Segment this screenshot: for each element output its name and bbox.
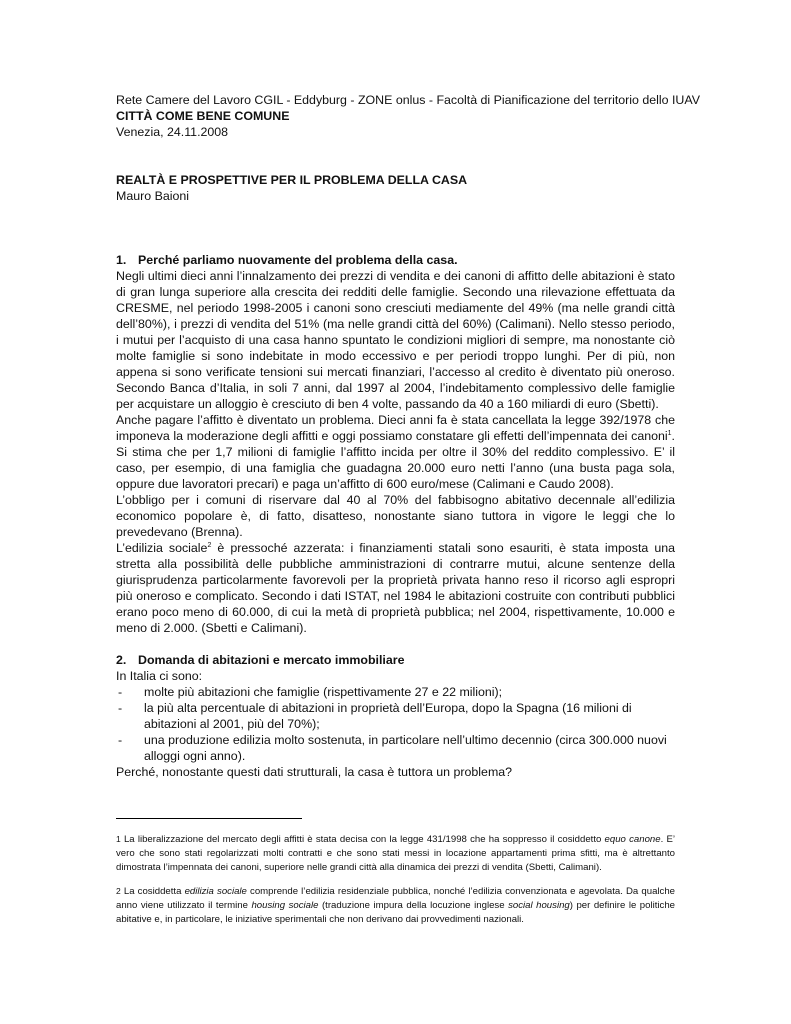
section-2-heading <box>116 652 675 668</box>
section-1-paragraph-1: Negli ultimi dieci anni l’innalzamento dei prezzi di vendita e dei canoni di affitto delle abitazioni è stato di gran lunga superiore alla crescita dei redditi delle famiglie. Secondo una rilevazione effettuata da CRESME, nel periodo 1998-2005 i canoni sono cresciuti mediamente del 49% (ma nelle grandi città dell’80%), i prezzi di vendita del 51% (ma nelle grandi città del 60%) (Calimani). Nello stesso periodo, i mutui per l’acquisto di una casa hanno spuntato le condizioni migliori di sempre, ma nonostante ciò molte famiglie si sono indebitate in modo eccessivo e per periodi troppo lunghi. Per di più, non appena si sono verificate tensioni sui mercati finanziari, l’accesso al credito è diventato più oneroso. Secondo Banca d’Italia, in soli 7 anni, dal 1997 al 2004, l’indebitamento complessivo delle famiglie per acquistare un alloggio è cresciuto di ben 4 volte, passando da 40 a 160 miliardi di euro (Sbetti). <box>116 269 675 411</box>
footnote-text: comprende l’edilizia residenziale pubblica, nonché l’edilizia convenzionata e agevolata. Da qualche anno viene utilizzato il termine <box>116 886 676 911</box>
list-item: - una produzione edilizia molto sostenuta, in particolare nell’ultimo decennio (circa 300.000 nuovi alloggi ogni anno). <box>116 732 675 764</box>
organizer-line: Rete Camere del Lavoro CGIL - Eddyburg - ZONE onlus - Facoltà di Pianificazione del territorio dello IUAV <box>116 93 700 107</box>
footnote-mark-1: 1 <box>116 834 121 844</box>
section-2-intro: In Italia ci sono: <box>116 669 203 683</box>
document-body <box>116 92 700 780</box>
footnote-mark-2: 2 <box>116 886 121 896</box>
place-date: Venezia, 24.11.2008 <box>116 125 229 139</box>
footnote-emphasis: equo canone <box>604 834 661 845</box>
footnote-text: ) per definire le politiche abitative e, in particolare, le iniziative sperimentali che non derivano dai provvedimenti nazionali. <box>116 900 676 925</box>
paragraph-text: Anche pagare l’affitto è diventato un problema. Dieci anni fa è stata cancellata la legge 392/1978 che imponeva la moderazione degli affitti e oggi possiamo constatare gli effetti dell’impennata dei canoni <box>116 413 675 443</box>
section-1-paragraph-3: L’obbligo per i comuni di riservare dal 40 al 70% del fabbisogno abitativo decennale all’edilizia economico popolare è, di fatto, disatteso, nonostante siano tuttora in vigore le leggi che lo prevedevano (Brenna). <box>116 493 675 539</box>
article-title: REALTÀ E PROSPETTIVE PER IL PROBLEMA DELLA CASA <box>116 173 468 187</box>
section-2-question: Perché, nonostante questi dati strutturali, la casa è tuttora un problema? <box>116 765 513 779</box>
footnote-separator <box>116 818 302 819</box>
list-item: - la più alta percentuale di abitazioni in proprietà dell’Europa, dopo la Spagna (16 milioni di abitazioni al 2001, più del 70%); <box>116 700 675 732</box>
footnote-text: La cosiddetta <box>120 886 185 897</box>
section-1-heading <box>116 252 675 268</box>
article-author: Mauro Baioni <box>116 189 190 203</box>
footnote-2 <box>116 885 675 927</box>
footnote-emphasis: edilizia sociale <box>184 886 247 897</box>
section-1-paragraph-2 <box>116 412 675 492</box>
footnote-text: (traduzione impura della locuzione inglese <box>318 900 509 911</box>
footnote-text: La liberalizzazione del mercato degli affitti è stata decisa con la legge 431/1998 che ha soppresso il cosiddetto <box>120 834 605 845</box>
footnote-text: . E’ vero che sono stati regolarizzati molti contratti e che sono stati messi in locazione appartamenti prima sfitti, ma è altrettanto dimostrata l’impennata dei canoni, superiore nelle grandi città alla dinamica dei prezzi di vendita (Sbetti, Calimani). <box>116 834 675 873</box>
footnote-emphasis: social housing <box>508 900 570 911</box>
section-2-number: 2. <box>116 653 127 667</box>
footnote-ref-1[interactable]: 1 <box>667 429 672 437</box>
footnote-ref-2[interactable]: 2 <box>207 541 212 549</box>
section-1-number: 1. <box>116 253 127 267</box>
paragraph-text: L’edilizia sociale <box>116 541 208 555</box>
footnote-1 <box>116 833 675 875</box>
section-2-title: Domanda di abitazioni e mercato immobiliare <box>138 653 405 667</box>
paragraph-text: . Si stima che per 1,7 milioni di famiglie l’affitto incida per oltre il 30% del reddito complessivo. E’ il caso, per esempio, di una famiglia che guadagna 20.000 euro netti l’anno (una busta paga sola, oppure due lavoratori precari) e paga un’affitto di 600 euro/mese (Calimani e Caudo 2008). <box>116 429 675 491</box>
section-1-paragraph-4 <box>116 540 675 636</box>
section-2-list <box>116 684 675 764</box>
event-title: CITTÀ COME BENE COMUNE <box>116 109 290 123</box>
section-1-title: Perché parliamo nuovamente del problema della casa. <box>138 253 458 267</box>
footnote-emphasis: housing sociale <box>251 900 319 911</box>
paragraph-text: è pressoché azzerata: i finanziamenti statali sono esauriti, è stata imposta una stretta alla possibilità delle pubbliche amministrazioni di contrarre mutui, alcune sentenze della giurisprudenza particolarmente favorevoli per la proprietà privata hanno reso il ricorso agli espropri più oneroso e complicato. Secondo i dati ISTAT, nel 1984 le abitazioni costruite con contributi pubblici erano poco meno di 60.000, di cui la metà di proprietà pubblica; nel 2004, rispettivamente, 10.000 e meno di 2.000. (Sbetti e Calimani). <box>116 541 675 635</box>
list-item: - molte più abitazioni che famiglie (rispettivamente 27 e 22 milioni); <box>116 684 675 700</box>
